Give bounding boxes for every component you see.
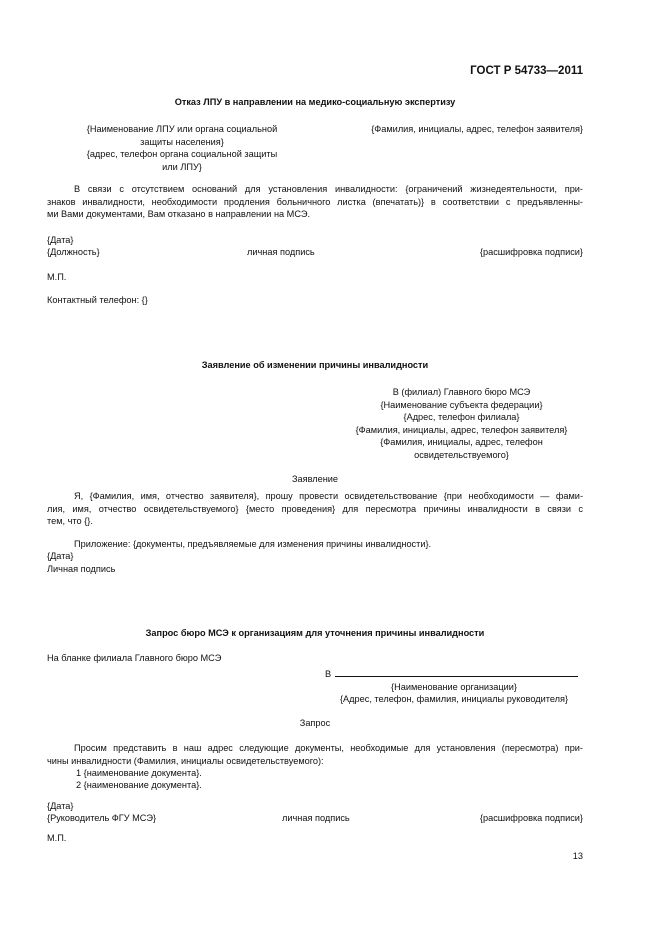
section1-left-line4: или ЛПУ} (162, 161, 202, 172)
section3-item-1: 1 {наименование документа}. (76, 768, 202, 778)
section3-recipient-line (325, 668, 578, 681)
section3-stamp: М.П. (47, 833, 67, 843)
section1-position: {Должность} (47, 247, 100, 257)
section2-addressee-line6: освидетельствуемого} (414, 449, 509, 460)
section2-heading: Заявление (291, 474, 339, 484)
section3-recipient-prefix: В (325, 669, 332, 679)
section1-signature-decoding: {расшифровка подписи} (479, 247, 583, 257)
section3-head-title: {Руководитель ФГУ МСЭ} (47, 813, 157, 823)
section1-title: Отказ ЛПУ в направлении на медико-социальную экспертизу (174, 97, 456, 107)
section3-letterhead: На бланке филиала Главного бюро МСЭ (47, 653, 222, 663)
section2-date: {Дата} (47, 551, 74, 561)
section2-addressee-line1: В (филиал) Главного бюро МСЭ (392, 387, 531, 397)
section2-title: Заявление об изменении причины инвалидности (201, 360, 429, 370)
section2-addressee-line4: {Фамилия, инициалы, адрес, телефон заявителя} (355, 424, 568, 435)
section3-date: {Дата} (47, 801, 74, 811)
section2-addressee-line3: {Адрес, телефон филиала} (403, 412, 520, 422)
section3-para-line2: чины инвалидности (Фамилия, инициалы освидетельствуемого): (47, 755, 324, 766)
section1-date: {Дата} (47, 235, 74, 245)
section3-signature-decoding: {расшифровка подписи} (479, 813, 583, 823)
section1-left-line2: защиты населения} (140, 136, 224, 147)
section3-paragraph (47, 742, 583, 767)
section1-left-line1: {Наименование ЛПУ или органа социальной (86, 124, 278, 134)
section3-item-2: 2 {наименование документа}. (76, 780, 202, 790)
section1-left-line3: {адрес, телефон органа социальной защиты (86, 149, 278, 159)
section3-signature: личная подпись (282, 813, 350, 823)
section1-para-line1: В связи с отсутствием оснований для установления инвалидности: {ограничений жизнедеятельности, при- (74, 184, 583, 194)
section2-signature: Личная подпись (47, 564, 116, 574)
section3-recipient-blank-line (335, 668, 578, 677)
section3-org-details: {Адрес, телефон, фамилия, инициалы руководителя} (339, 694, 569, 704)
section1-stamp: М.П. (47, 272, 67, 282)
section2-attachment: Приложение: {документы, предъявляемые для изменения причины инвалидности}. (74, 539, 432, 549)
section2-para-line1: Я, {Фамилия, имя, отчество заявителя}, прошу провести освидетельствование {при необходимости — фами- (74, 491, 583, 501)
page-number: 13 (572, 851, 583, 861)
section2-addressee-line5: {Фамилия, инициалы, адрес, телефон (380, 437, 543, 447)
section2-para-line3: тем, что {}. (47, 516, 93, 526)
section2-addressee-block (340, 386, 583, 461)
standard-number: ГОСТ Р 54733—2011 (470, 65, 583, 77)
section1-paragraph (47, 183, 583, 221)
section2-para-line2: лия, имя, отчество освидетельствуемого} {место проведения} для пересмотра причины инвалидности в связи с (47, 503, 583, 514)
section1-applicant-block: {Фамилия, инициалы, адрес, телефон заявителя} (371, 124, 583, 134)
section1-signature: личная подпись (247, 247, 315, 257)
section1-contact-phone: Контактный телефон: {} (47, 295, 148, 305)
section2-addressee-line2: {Наименование субъекта федерации} (380, 399, 543, 410)
section1-para-line3: ми Вами документами, Вам отказано в направлении на МСЭ. (47, 209, 311, 219)
section3-heading: Запрос (299, 718, 331, 728)
section2-paragraph (47, 490, 583, 528)
section3-org-name: {Наименование организации} (391, 682, 517, 692)
section1-para-line2: знаков инвалидности, необходимости продления больничного листка (впечатать)} в соответствии с предъявленны- (47, 196, 583, 207)
section3-para-line1: Просим представить в наш адрес следующие документы, необходимые для установления (пересмотра) при- (74, 743, 583, 753)
section3-title: Запрос бюро МСЭ к организациям для уточнения причины инвалидности (145, 628, 485, 638)
section1-left-block (47, 123, 317, 173)
